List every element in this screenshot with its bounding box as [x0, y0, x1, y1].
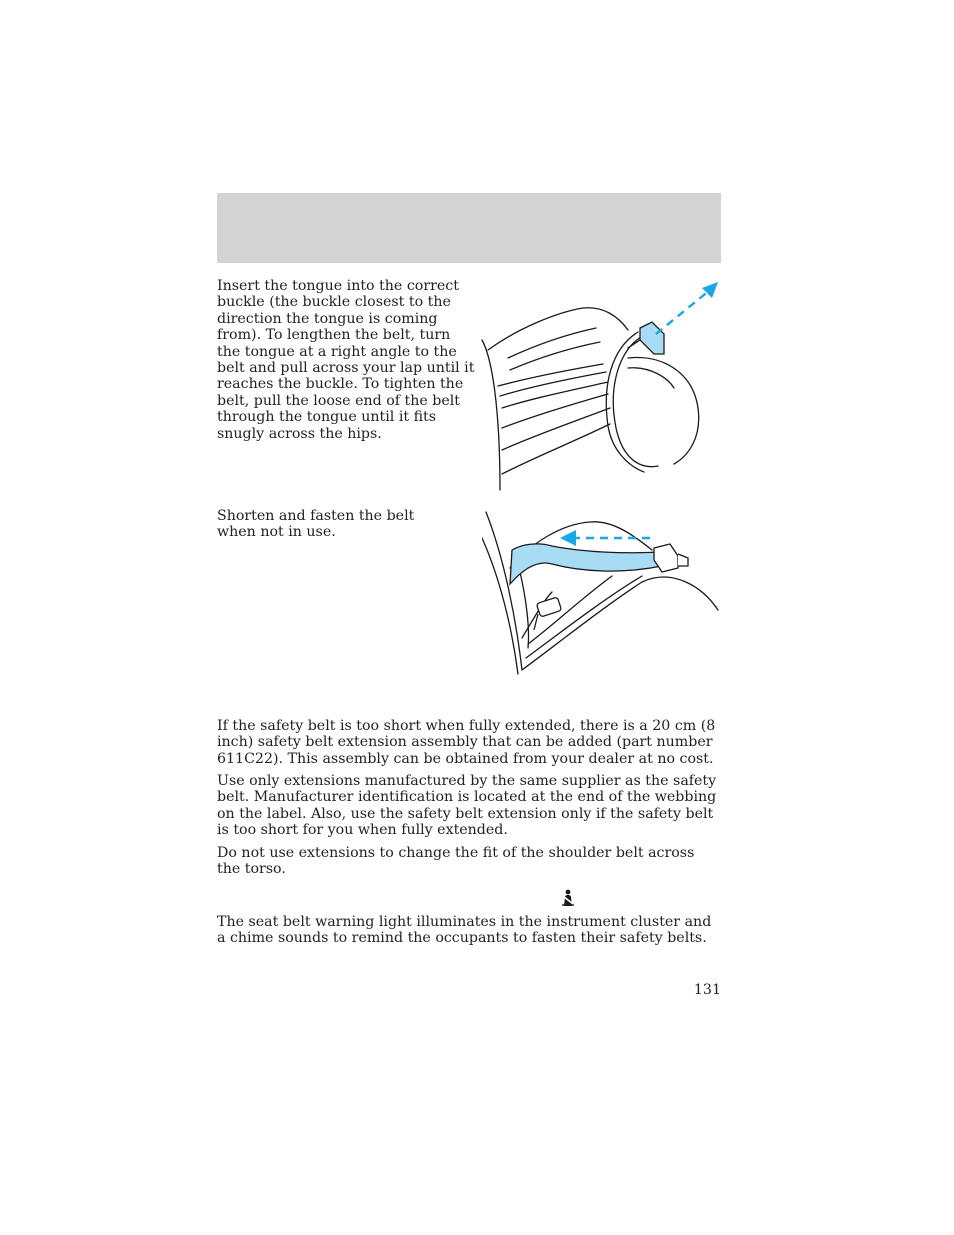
extension-paragraph-1: If the safety belt is too short when fully extended, there is a 20 cm (8 inch) safety belt extension assembly that can be added (part number 611C22). This assembly can be obtained from your dealer at no cost. — [217, 718, 716, 767]
insert-tongue-instructions: Insert the tongue into the correct buckle (the buckle closest to the direction the tongue is coming from). To lengthen the belt, turn the tongue at a right angle to the belt and pull across your lap until it reaches the buckle. To tighten the belt, pull the loose end of the belt through the tongue until it fits snugly across the hips. — [217, 278, 475, 442]
page-number: 131 — [693, 982, 721, 998]
belt-lengthen-illustration — [478, 278, 723, 492]
extension-paragraph-3: Do not use extensions to change the fit of the shoulder belt across the torso. — [217, 845, 695, 878]
belt-shorten-illustration — [482, 508, 722, 675]
extension-paragraph-2: Use only extensions manufactured by the same supplier as the safety belt. Manufacturer identification is located at the end of the webbing on the label. Also, use the safety belt extension only if the safety belt is too short for you when fully extended. — [217, 773, 717, 839]
shorten-belt-instruction: Shorten and fasten the belt when not in use. — [217, 508, 415, 541]
seat-belt-warning-icon — [560, 889, 576, 907]
seat-belt-warning-text: The seat belt warning light illuminates in the instrument cluster and a chime sounds to remind the occupants to fasten their safety belts. — [217, 914, 712, 947]
section-header-band — [217, 193, 721, 263]
